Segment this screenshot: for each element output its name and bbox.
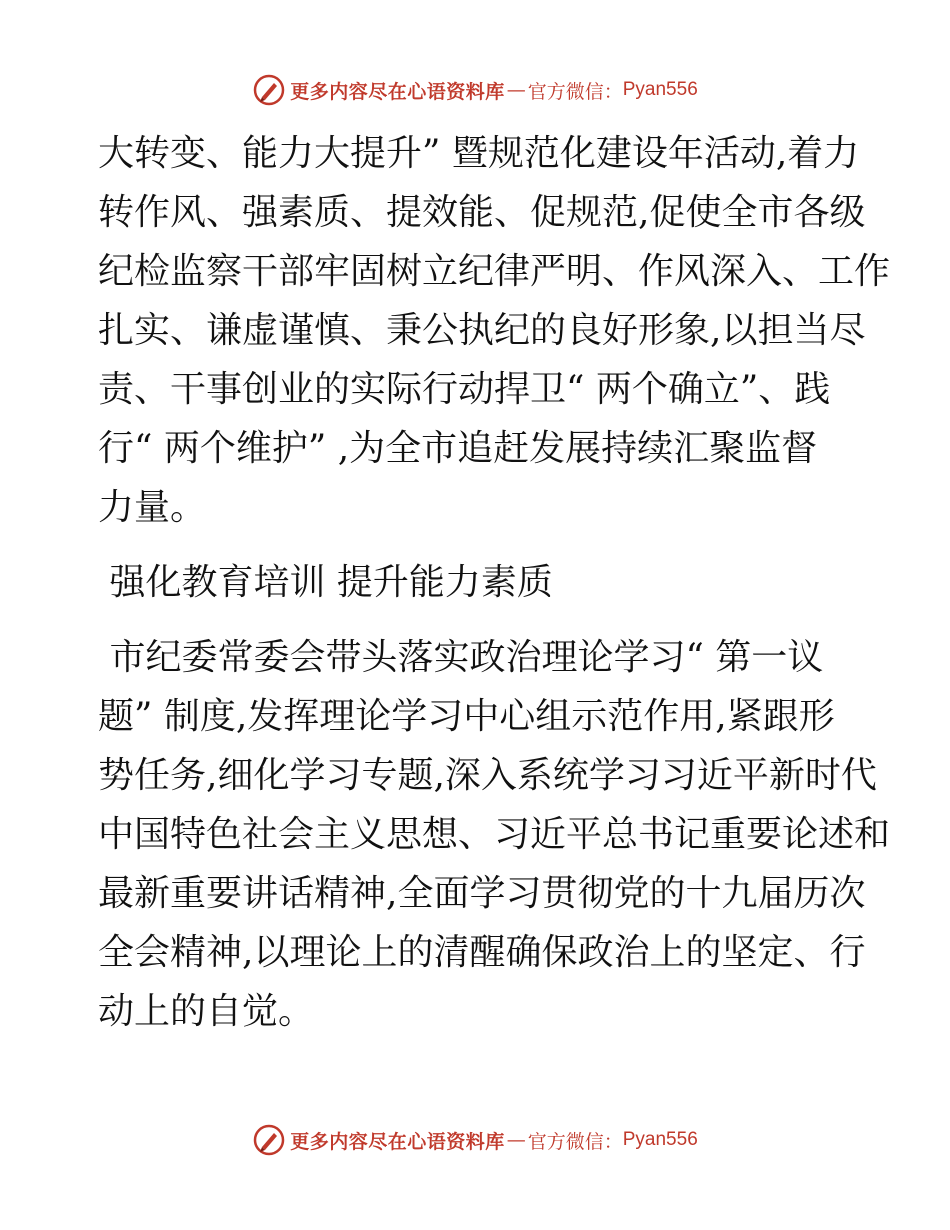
- text-line: 大转变、能力大提升” 暨规范化建设年活动,着力: [98, 133, 860, 174]
- text-line: 动上的自觉。: [98, 991, 315, 1032]
- footer-banner: [0, 1120, 950, 1160]
- header-wechat-id: Pyan556: [622, 79, 698, 100]
- header-dash: —: [506, 79, 526, 101]
- text-line: 责、干事创业的实际行动捍卫“ 两个确立”、践: [98, 369, 831, 410]
- footer-brand-text: 更多内容尽在心语资料库: [290, 1130, 505, 1153]
- text-line: 势任务,细化学习专题,深入系统学习习近平新时代: [98, 755, 877, 796]
- paragraph-1: [98, 124, 891, 537]
- header-brand-text: 更多内容尽在心语资料库: [290, 80, 505, 103]
- text-line: 市纪委常委会带头落实政治理论学习“ 第一议: [98, 637, 824, 678]
- text-line: 最新重要讲话精神,全面学习贯彻党的十九届历次: [98, 873, 866, 914]
- text-line: 扎实、谦虚谨慎、秉公执纪的良好形象,以担当尽: [98, 310, 866, 351]
- text-line: 力量。: [98, 487, 207, 528]
- text-line: 题” 制度,发挥理论学习中心组示范作用,紧跟形: [98, 696, 835, 737]
- paragraph-2: [98, 628, 891, 1041]
- text-line: 行“ 两个维护” ,为全市追赶发展持续汇聚监督: [98, 428, 818, 469]
- section-heading: 强化教育培训 提升能力素质: [98, 562, 553, 603]
- text-line: 中国特色社会主义思想、习近平总书记重要论述和: [98, 814, 891, 855]
- header-wechat-label: 官方微信：: [527, 80, 623, 103]
- text-line: 全会精神,以理论上的清醒确保政治上的坚定、行: [98, 932, 866, 973]
- footer-wechat-id: Pyan556: [622, 1129, 698, 1150]
- text-line: 纪检监察干部牢固树立纪律严明、作风深入、工作: [98, 251, 891, 292]
- pen-logo-icon: [252, 1123, 286, 1157]
- footer-dash: —: [506, 1129, 526, 1151]
- header-banner: [0, 70, 950, 110]
- text-line: 转作风、强素质、提效能、促规范,促使全市各级: [98, 192, 866, 233]
- pen-logo-icon: [252, 73, 286, 107]
- footer-wechat-label: 官方微信：: [527, 1130, 623, 1153]
- document-body: [98, 124, 891, 1041]
